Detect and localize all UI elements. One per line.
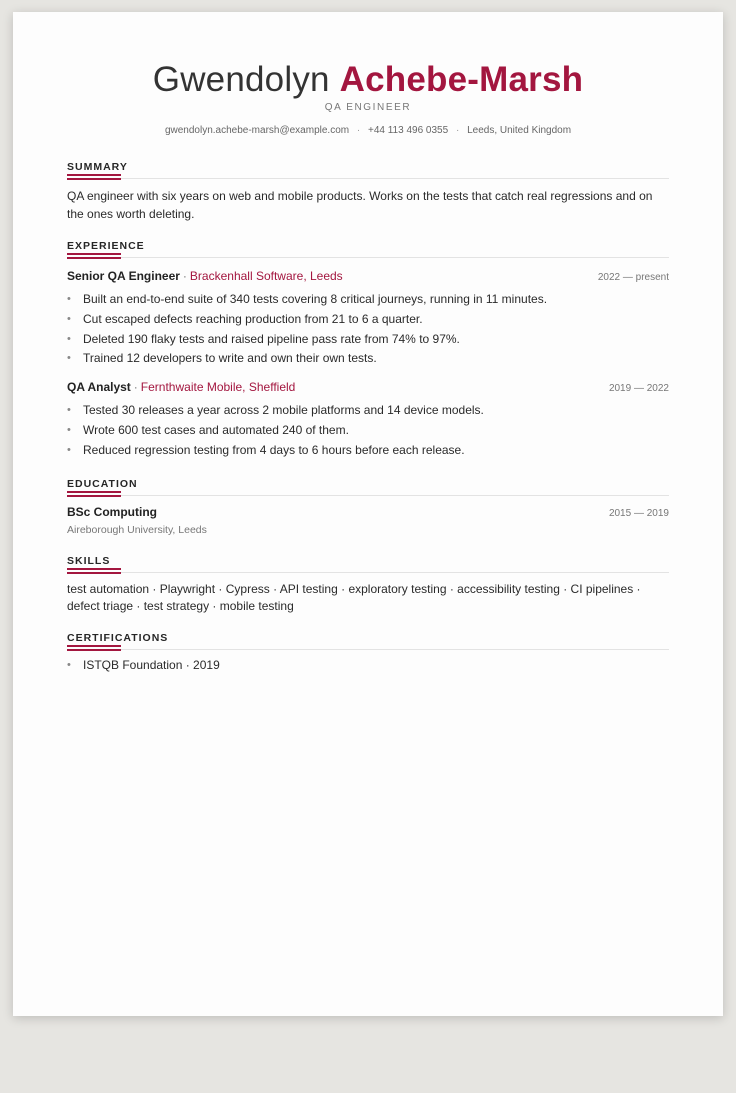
resume-header [67,12,669,136]
skills-text: test automation · Playwright · Cypress · API testing · exploratory testing · accessibility testing · CI pipelines · defect triage · test strategy · mobile testing [67,581,641,613]
list-item: • Trained 12 developers to write and own their own tests. [67,349,669,369]
job-bullets [67,290,669,369]
resume-content [67,12,669,675]
school: Aireborough University, Leeds [67,523,207,536]
job-title: Senior QA Engineer [67,269,180,283]
certification-list [67,656,669,676]
phone-number: +44 113 496 0355 [368,125,449,136]
job-dates: 2022 — present [597,272,669,283]
degree: BSc Computing [67,504,157,519]
job-dates: 2019 — 2022 [608,383,669,395]
list-item: • Wrote 600 test cases and automated 240 of them. [67,421,669,441]
summary-text: QA engineer with six years on web and mobile products. Works on the tests that catch real regressions and on the ones worth deleting. [67,189,653,221]
summary-section [67,160,669,223]
section-heading: EDUCATION [67,477,669,496]
contact-separator: · [356,125,361,136]
resume-page [13,12,723,1016]
location: Leeds, United Kingdom [467,125,572,136]
list-item: • Reduced regression testing from 4 days to 6 hours before each release. [67,441,669,461]
section-heading: CERTIFICATIONS [67,631,669,650]
job-company: Fernthwaite Mobile, Sheffield [140,380,296,395]
list-item: • Cut escaped defects reaching production from 21 to 6 a quarter. [67,310,669,330]
job-bullets [67,401,669,460]
job-title: QA Analyst [67,380,131,395]
job-header [67,267,669,285]
job-title-line [67,378,295,396]
education-dates: 2015 — 2019 [608,507,669,519]
section-heading: EXPERIENCE [67,239,669,258]
job-role: QA ENGINEER [324,102,412,113]
education-section [67,477,669,536]
section-heading: SKILLS [67,554,669,573]
list-item: • Built an end-to-end suite of 340 tests covering 8 critical journeys, running in 11 minutes. [67,290,669,310]
title-separator: · [182,269,187,283]
first-name: Gwendolyn [152,60,330,99]
certifications-section [67,631,669,676]
contact-separator: · [455,125,460,136]
contact-line [67,125,669,136]
title-separator: · [133,380,138,395]
list-item: • ISTQB Foundation · 2019 [67,656,669,676]
job-title-line [67,267,343,285]
last-name: Achebe-Marsh [339,60,584,99]
list-item: • Deleted 190 flaky tests and raised pipeline pass rate from 74% to 97%. [67,330,669,350]
job-header [67,378,669,396]
skills-section [67,554,669,615]
email-link[interactable]: gwendolyn.achebe-marsh@example.com [164,125,350,136]
full-name [67,60,669,100]
list-item: • Tested 30 releases a year across 2 mobile platforms and 14 device models. [67,401,669,421]
education-header [67,505,669,519]
experience-section [67,239,669,461]
job-company: Brackenhall Software, Leeds [189,269,343,283]
section-heading: SUMMARY [67,160,669,179]
